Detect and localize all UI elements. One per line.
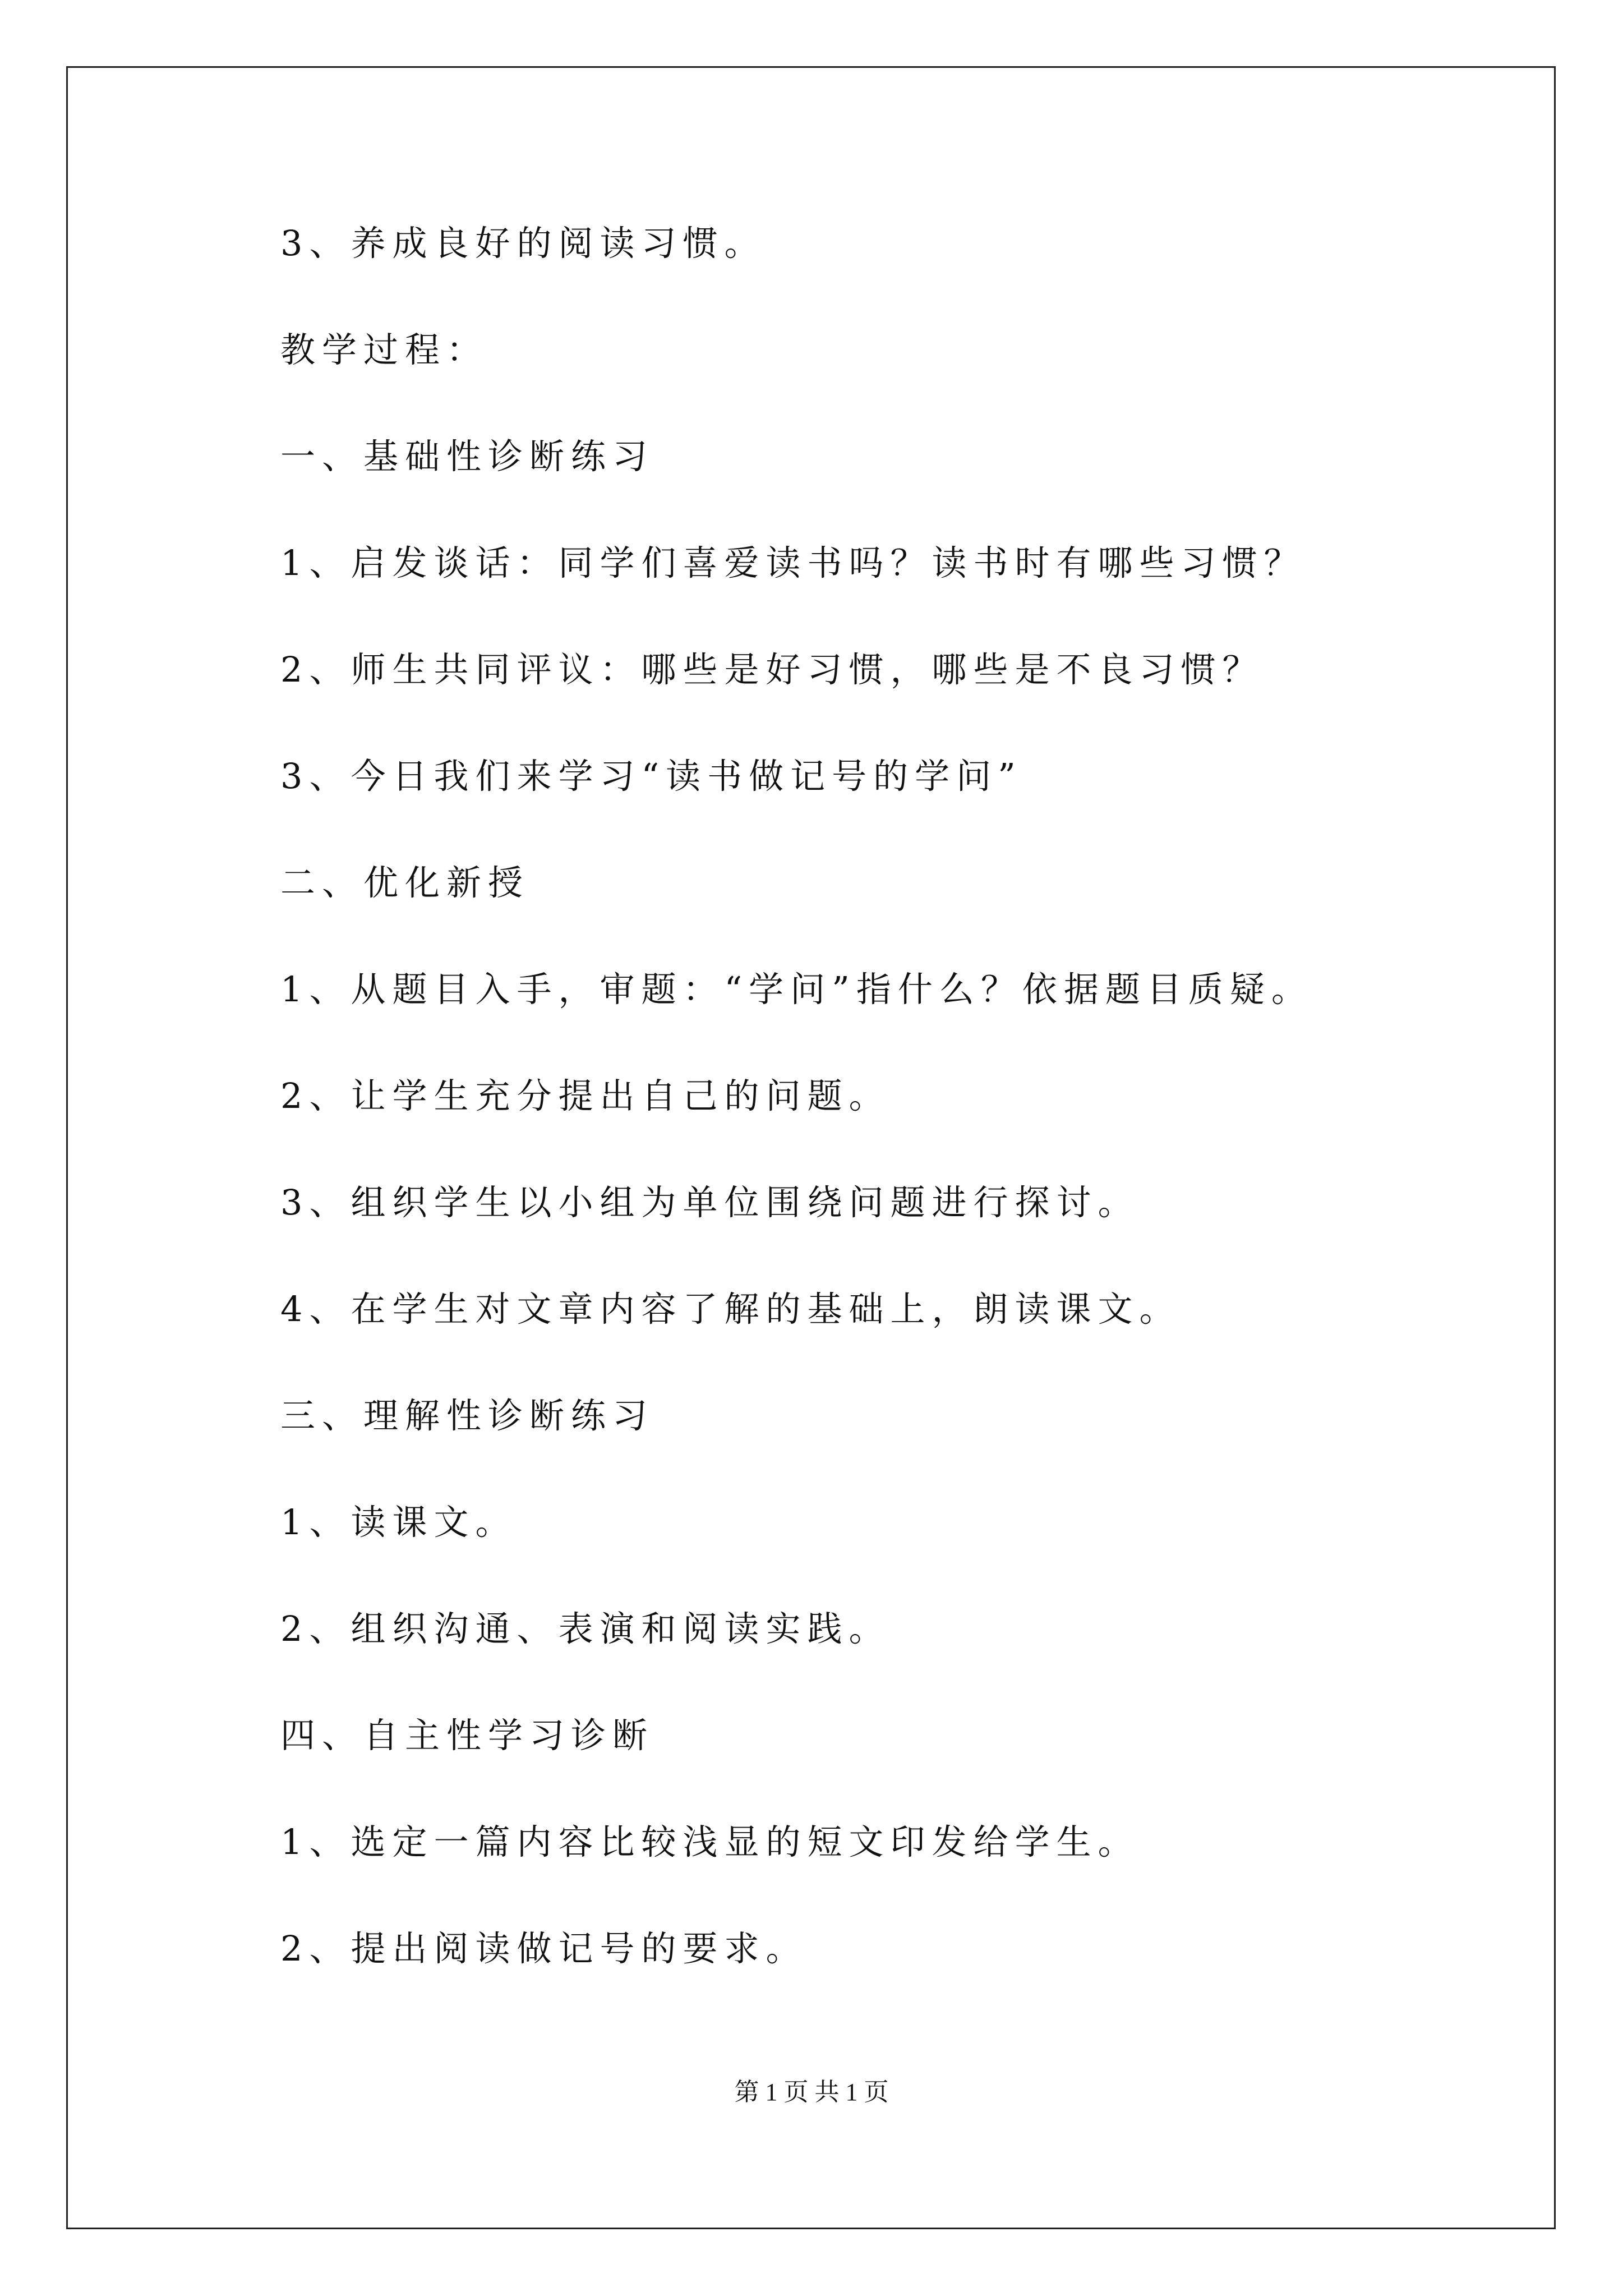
section-label: 教学过程： xyxy=(280,329,488,370)
body-line: 2、让学生充分提出自己的问题。 xyxy=(280,1075,891,1116)
body-line: 3、今日我们来学习“读书做记号的学问” xyxy=(280,756,1022,797)
document-body xyxy=(280,223,1458,2035)
body-line: 3、养成良好的阅读习惯。 xyxy=(280,223,766,264)
body-line: 2、师生共同评议：哪些是好习惯，哪些是不良习惯？ xyxy=(280,649,1264,690)
body-line: 1、启发谈话：同学们喜爱读书吗？读书时有哪些习惯？ xyxy=(280,542,1306,583)
section-heading: 三、理解性诊断练习 xyxy=(280,1395,654,1436)
section-heading: 一、基础性诊断练习 xyxy=(280,436,654,477)
page-number-footer: 第 1 页 共 1 页 xyxy=(734,2078,889,2106)
body-line: 1、读课文。 xyxy=(280,1502,517,1543)
body-line: 1、从题目入手，审题：“学问”指什么？依据题目质疑。 xyxy=(280,969,1313,1010)
section-heading: 二、优化新授 xyxy=(280,862,530,903)
body-line: 1、选定一篇内容比较浅显的短文印发给学生。 xyxy=(280,1821,1140,1862)
section-heading: 四、自主性学习诊断 xyxy=(280,1715,654,1756)
body-line: 4、在学生对文章内容了解的基础上，朗读课文。 xyxy=(280,1289,1181,1329)
body-line: 2、提出阅读做记号的要求。 xyxy=(280,1928,808,1969)
body-line: 2、组织沟通、表演和阅读实践。 xyxy=(280,1608,891,1649)
body-line: 3、组织学生以小组为单位围绕问题进行探讨。 xyxy=(280,1182,1140,1223)
